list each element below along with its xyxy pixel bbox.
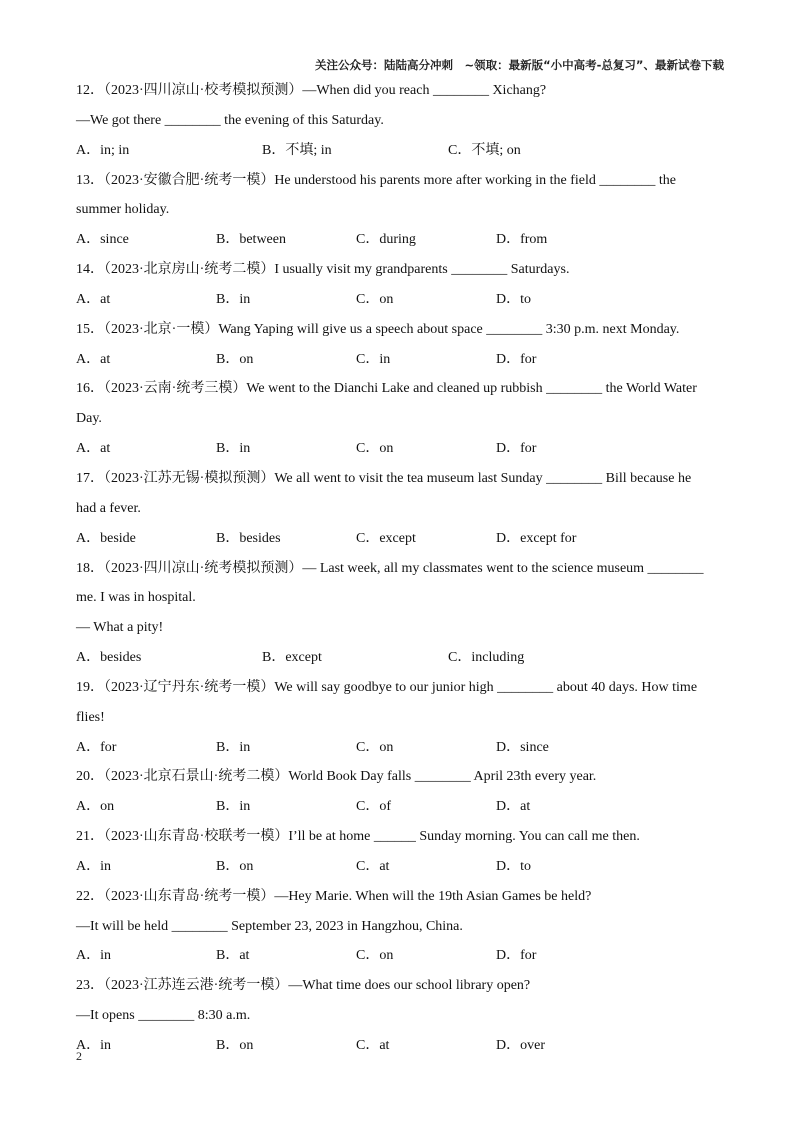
- question-stem: 20．（2023·北京石景山·统考二模）World Book Day falls ________ April 23th every year.: [76, 769, 597, 785]
- answer-option: C．including: [448, 650, 525, 666]
- answer-options: [76, 941, 736, 971]
- question-stem: 12．（2023·四川凉山·校考模拟预测）—When did you reach ________ Xichang?: [76, 83, 547, 98]
- question-text-line: me. I was in hospital.: [76, 590, 196, 606]
- question-stem: 18．（2023·四川凉山·统考模拟预测）— Last week, all my classmates went to the science museum ________: [76, 560, 704, 576]
- answer-option: D．for: [496, 948, 537, 964]
- answer-option: C．不填; on: [448, 142, 521, 158]
- answer-options: [76, 733, 736, 763]
- answer-option: B．in: [216, 799, 251, 815]
- question-text-line: flies!: [76, 709, 105, 725]
- page-header: 关注公众号：陆陆高分冲刺 ~领取：最新版“小中高考-总复习”、最新试卷下载: [314, 58, 724, 72]
- question-item: [76, 166, 736, 256]
- answer-option: C．in: [356, 351, 391, 367]
- question-item: [76, 315, 736, 375]
- answer-option: D．to: [496, 858, 531, 874]
- question-text-line: Day.: [76, 411, 102, 427]
- answer-option: A．at: [76, 291, 111, 307]
- question-item: [76, 374, 736, 464]
- answer-option: A．in: [76, 948, 111, 964]
- question-stem: 19．（2023·辽宁丹东·统考一模）We will say goodbye to our junior high ________ about 40 days. How time: [76, 679, 698, 695]
- answer-option: B．on: [216, 858, 254, 874]
- answer-option: A．at: [76, 351, 111, 367]
- answer-option: B．except: [262, 650, 322, 666]
- answer-option: A．in: [76, 858, 111, 874]
- question-text-line: —It will be held ________ September 23, 2023 in Hangzhou, China.: [76, 918, 463, 934]
- answer-option: B．between: [216, 232, 286, 248]
- question-stem: 21．（2023·山东青岛·校联考一模）I’ll be at home ______ Sunday morning. You can call me then.: [76, 829, 640, 845]
- answer-options: [76, 285, 736, 315]
- answer-options: [76, 1031, 736, 1061]
- question-item: [76, 822, 736, 882]
- answer-option: B．in: [216, 739, 251, 755]
- answer-option: C．during: [356, 232, 416, 248]
- question-text-line: —It opens ________ 8:30 a.m.: [76, 1008, 251, 1024]
- answer-option: A．in; in: [76, 142, 130, 158]
- answer-options: [76, 225, 736, 255]
- answer-option: B．不填; in: [262, 142, 332, 158]
- question-stem: 17．（2023·江苏无锡·模拟预测）We all went to visit the tea museum last Sunday ________ Bill because he: [76, 470, 692, 486]
- question-stem: 16．（2023·云南·统考三模）We went to the Dianchi Lake and cleaned up rubbish ________ the World Water: [76, 381, 697, 397]
- answer-option: C．on: [356, 948, 394, 964]
- answer-option: A．at: [76, 441, 111, 457]
- answer-options: [76, 434, 736, 464]
- answer-option: C．on: [356, 441, 394, 457]
- answer-option: B．at: [216, 948, 250, 964]
- page-number: 2: [76, 1049, 82, 1063]
- answer-option: D．from: [496, 232, 548, 248]
- question-item: [76, 554, 736, 673]
- answer-option: B．in: [216, 291, 251, 307]
- answer-option: A．on: [76, 799, 115, 815]
- answer-options: [76, 345, 736, 375]
- answer-option: C．on: [356, 739, 394, 755]
- answer-option: D．except for: [496, 530, 577, 546]
- answer-option: C．at: [356, 858, 390, 874]
- answer-option: A．since: [76, 232, 129, 248]
- question-stem: 23．（2023·江苏连云港·统考一模）—What time does our school library open?: [76, 978, 531, 994]
- question-text-line: summer holiday.: [76, 202, 170, 218]
- question-item: [76, 255, 736, 315]
- answer-option: C．on: [356, 291, 394, 307]
- answer-options: [76, 792, 736, 822]
- question-item: [76, 464, 736, 554]
- question-item: [76, 76, 736, 166]
- answer-option: B．on: [216, 1038, 254, 1053]
- answer-option: B．in: [216, 441, 251, 457]
- question-text-line: — What a pity!: [76, 620, 164, 636]
- answer-option: D．at: [496, 799, 531, 815]
- answer-option: A．in: [76, 1038, 111, 1053]
- question-stem: 13．（2023·安徽合肥·统考一模）He understood his parents more after working in the field ________ the: [76, 172, 676, 188]
- answer-option: A．beside: [76, 530, 136, 546]
- answer-option: D．to: [496, 291, 531, 307]
- answer-options: [76, 852, 736, 882]
- question-stem: 22．（2023·山东青岛·统考一模）—Hey Marie. When will the 19th Asian Games be held?: [76, 888, 592, 904]
- question-item: [76, 882, 736, 972]
- question-stem: 15．（2023·北京·一模）Wang Yaping will give us a speech about space ________ 3:30 p.m. next Monday.: [76, 321, 680, 337]
- answer-option: D．for: [496, 351, 537, 367]
- question-stem: 14．（2023·北京房山·统考二模）I usually visit my grandparents ________ Saturdays.: [76, 262, 570, 278]
- answer-option: D．for: [496, 441, 537, 457]
- question-list: [76, 76, 736, 1061]
- answer-option: A．for: [76, 739, 117, 755]
- question-item: [76, 673, 736, 763]
- answer-option: D．over: [496, 1038, 545, 1053]
- answer-option: C．at: [356, 1038, 390, 1053]
- answer-option: C．of: [356, 799, 391, 815]
- answer-options: [76, 524, 736, 554]
- answer-options: [76, 136, 736, 166]
- answer-option: B．besides: [216, 530, 281, 546]
- answer-options: [76, 643, 736, 673]
- question-text-line: —We got there ________ the evening of this Saturday.: [76, 112, 384, 128]
- question-item: [76, 762, 736, 822]
- answer-option: C．except: [356, 530, 416, 546]
- question-item: [76, 971, 736, 1061]
- answer-option: B．on: [216, 351, 254, 367]
- answer-option: D．since: [496, 739, 549, 755]
- question-text-line: had a fever.: [76, 500, 141, 516]
- answer-option: A．besides: [76, 650, 142, 666]
